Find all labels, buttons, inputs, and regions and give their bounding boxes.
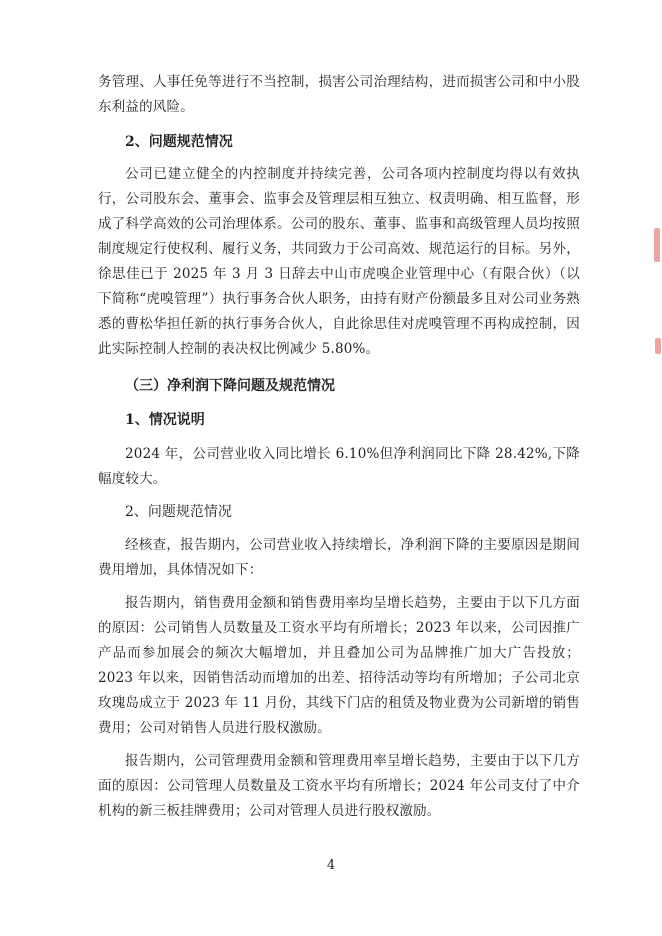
paragraph-continuation: 务管理、人事任免等进行不当控制，损害公司治理结构，进而损害公司和中小股东利益的风险。 [98,74,580,115]
heading-problem-standardization-2: 2、问题规范情况 [125,504,232,520]
paragraph-management-expenses: 报告期内，公司管理费用金额和管理费用率呈增长趋势，主要由于以下几方面的原因：公司管理人员数量及工资水平均有所增长；2024 年公司支付了中介机构的新三板挂牌费用；公司对管理人员进行股权激励。 [98,753,580,819]
heading-net-profit-decline: （三）净利润下降问题及规范情况 [125,378,335,394]
heading-problem-standardization: 2、问题规范情况 [125,134,233,150]
paragraph-sales-expenses: 报告期内，销售费用金额和销售费用率均呈增长趋势，主要由于以下几方面的原因：公司销售人员数量及工资水平均有所增长；2023 年以来，公司因推广产品而参加展会的频次大幅增加，并且叠加公司为品牌推广加大广告投放；2023 年以来，因销售活动而增加的出差、招待活动等均有所增加；子公司北京玫瑰岛成立于 2023 年 11 月份，其线下门店的租赁及物业费为公司新增的销售费用；公司对销售人员进行股权激励。 [98,595,580,736]
paragraph-revenue-profit: 2024 年，公司营业收入同比增长 6.10%但净利润同比下降 28.42%,下降幅度较大。 [98,446,580,487]
heading-situation-description: 1、情况说明 [125,412,205,428]
paragraph-verification: 经核查，报告期内，公司营业收入持续增长，净利润下降的主要原因是期间费用增加，具体情况如下： [98,537,580,578]
paragraph-internal-control: 公司已建立健全的内控制度并持续完善，公司各项内控制度均得以有效执行，公司股东会、董事会、监事会及管理层相互独立、权责明确、相互监督，形成了科学高效的公司治理体系。公司的股东、董事、监事和高级管理人员均按照制度规定行使权利、履行义务，共同致力于公司高效、规范运行的目标。另外，徐思佳已于 2025 年 3 月 3 日辞去中山市虎嗅企业管理中心（有限合伙）（以下简称“虎嗅管理”）执行事务合伙人职务，由持有财产份额最多且对公司业务熟悉的曹松华担任新的执行事务合伙人，自此徐思佳对虎嗅管理不再构成控制，因此实际控制人控制的表决权比例减少 5.80%。 [98,166,580,357]
seal-edge-mark [654,228,660,262]
seal-edge-mark [655,338,661,354]
page-number: 4 [326,858,336,873]
